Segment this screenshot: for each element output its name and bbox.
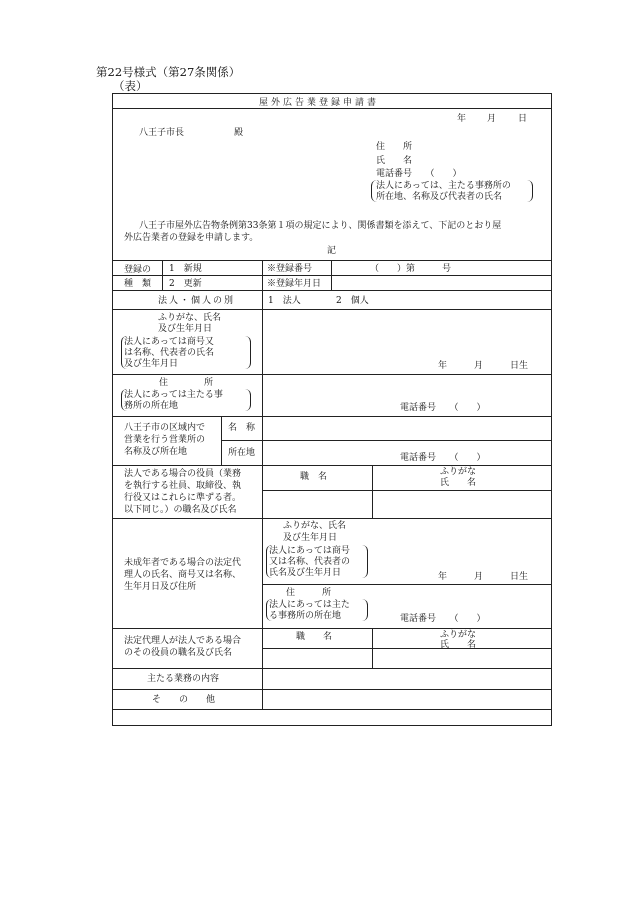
reg-date-label: ※登録年月日 <box>267 279 322 289</box>
honorific: 殿 <box>234 128 244 138</box>
legal-officers-col-furigana: ふりがな <box>440 630 477 640</box>
minor-label1: 未成年者である場合の法定代 <box>124 558 242 568</box>
reg-type-new: 1 新規 <box>169 264 202 274</box>
name-block-line2: 及び生年月日 <box>158 324 213 334</box>
minor-note1: 法人にあっては商号 <box>269 546 350 556</box>
office-label1: 八王子市の区域内で <box>124 423 206 433</box>
address-label: 住 所 <box>159 378 214 388</box>
applicant-note-line2: 所在地、名称及び代表者の氏名 <box>376 192 503 202</box>
minor-birth-date: 年 月 日生 <box>438 572 529 582</box>
date-day: 日 <box>518 114 528 124</box>
addressee: 八王子市長 <box>139 128 185 138</box>
reg-type-label1: 登録の <box>124 265 152 275</box>
office-phone: 電話番号 （ ） <box>400 453 486 463</box>
applicant-address-label: 住 所 <box>376 142 413 152</box>
legal-officers-label2: のその役員の職名及び氏名 <box>124 648 233 658</box>
indiv-option: 2 個人 <box>336 296 369 306</box>
office-location-label: 所在地 <box>228 448 256 458</box>
reg-type-renew: 2 更新 <box>169 279 202 289</box>
minor-name2: 及び生年月日 <box>283 533 338 543</box>
other-label: そ の 他 <box>152 695 216 705</box>
minor-note3: 氏名及び生年月日 <box>269 568 342 578</box>
form-number: 第22号様式（第27条関係） <box>96 65 241 79</box>
corp-indiv-label: 法人・個人の別 <box>158 296 236 306</box>
title-divider <box>112 108 552 109</box>
officers-label3: 行役又はこれらに準ずる者。 <box>124 493 242 503</box>
minor-phone: 電話番号 （ ） <box>400 614 486 624</box>
legal-officers-col-title: 職 名 <box>296 632 333 642</box>
officers-label4: 以下同じ。）の職名及び氏名 <box>124 505 237 515</box>
applicant-phone-label: 電話番号 （ ） <box>376 169 462 179</box>
address-phone: 電話番号 （ ） <box>400 403 486 413</box>
officers-col-title: 職 名 <box>300 472 328 482</box>
address-note2: 務所の所在地 <box>124 401 179 411</box>
office-label2: 営業を行う営業所の <box>124 435 206 445</box>
officers-label1: 法人である場合の役員（業務 <box>124 469 242 479</box>
minor-address-label: 住 所 <box>286 588 332 598</box>
corp-option: 1 法人 <box>268 296 301 306</box>
minor-name1: ふりがな、氏名 <box>283 521 347 531</box>
name-note1: 法人にあっては商号又 <box>124 337 214 347</box>
officers-label2: を執行する社員、取締役、執 <box>124 481 242 491</box>
legal-officers-label1: 法定代理人が法人である場合 <box>124 636 242 646</box>
reg-number-value: （ ）第 号 <box>370 264 452 274</box>
reg-number-label: ※登録番号 <box>267 264 313 274</box>
minor-label2: 理人の氏名、商号又は名称、 <box>124 570 242 580</box>
name-birth-date: 年 月 日生 <box>438 361 529 371</box>
date-month: 月 <box>487 114 497 124</box>
applicant-name-label: 氏 名 <box>376 156 413 166</box>
minor-address-note1: 法人にあっては主た <box>269 600 350 610</box>
minor-address-note2: る事務所の所在地 <box>269 611 342 621</box>
form-side: （表） <box>113 79 148 93</box>
officers-col-furigana: ふりがな <box>440 467 477 477</box>
body-text-line2: 外広告業者の登録を申請します。 <box>124 233 259 243</box>
office-label3: 名称及び所在地 <box>124 447 188 457</box>
date-year: 年 <box>457 114 467 124</box>
minor-note2: 又は名称、代表者の <box>269 557 351 567</box>
business-label: 主たる業務の内容 <box>147 674 220 684</box>
officers-col-name: 氏 名 <box>440 478 477 488</box>
applicant-note-line1: 法人にあっては、主たる事務所の <box>376 181 511 191</box>
name-note2: は名称、代表者の氏名 <box>124 348 215 358</box>
name-block-line1: ふりがな、氏名 <box>158 313 222 323</box>
name-note3: 及び生年月日 <box>124 359 179 369</box>
ki-label: 記 <box>327 246 337 256</box>
body-text-line1: 八王子市屋外広告物条例第33条第１項の規定により、関係書類を添えて、下記のとおり屋 <box>139 221 502 231</box>
address-note1: 法人にあっては主たる事 <box>124 390 223 400</box>
form-title: 屋外広告業登録申請書 <box>259 98 380 108</box>
office-name-label: 名 称 <box>228 423 256 433</box>
minor-label3: 生年月日及び住所 <box>124 582 197 592</box>
reg-type-label2: 種 類 <box>124 279 152 289</box>
legal-officers-col-name: 氏 名 <box>440 640 477 650</box>
